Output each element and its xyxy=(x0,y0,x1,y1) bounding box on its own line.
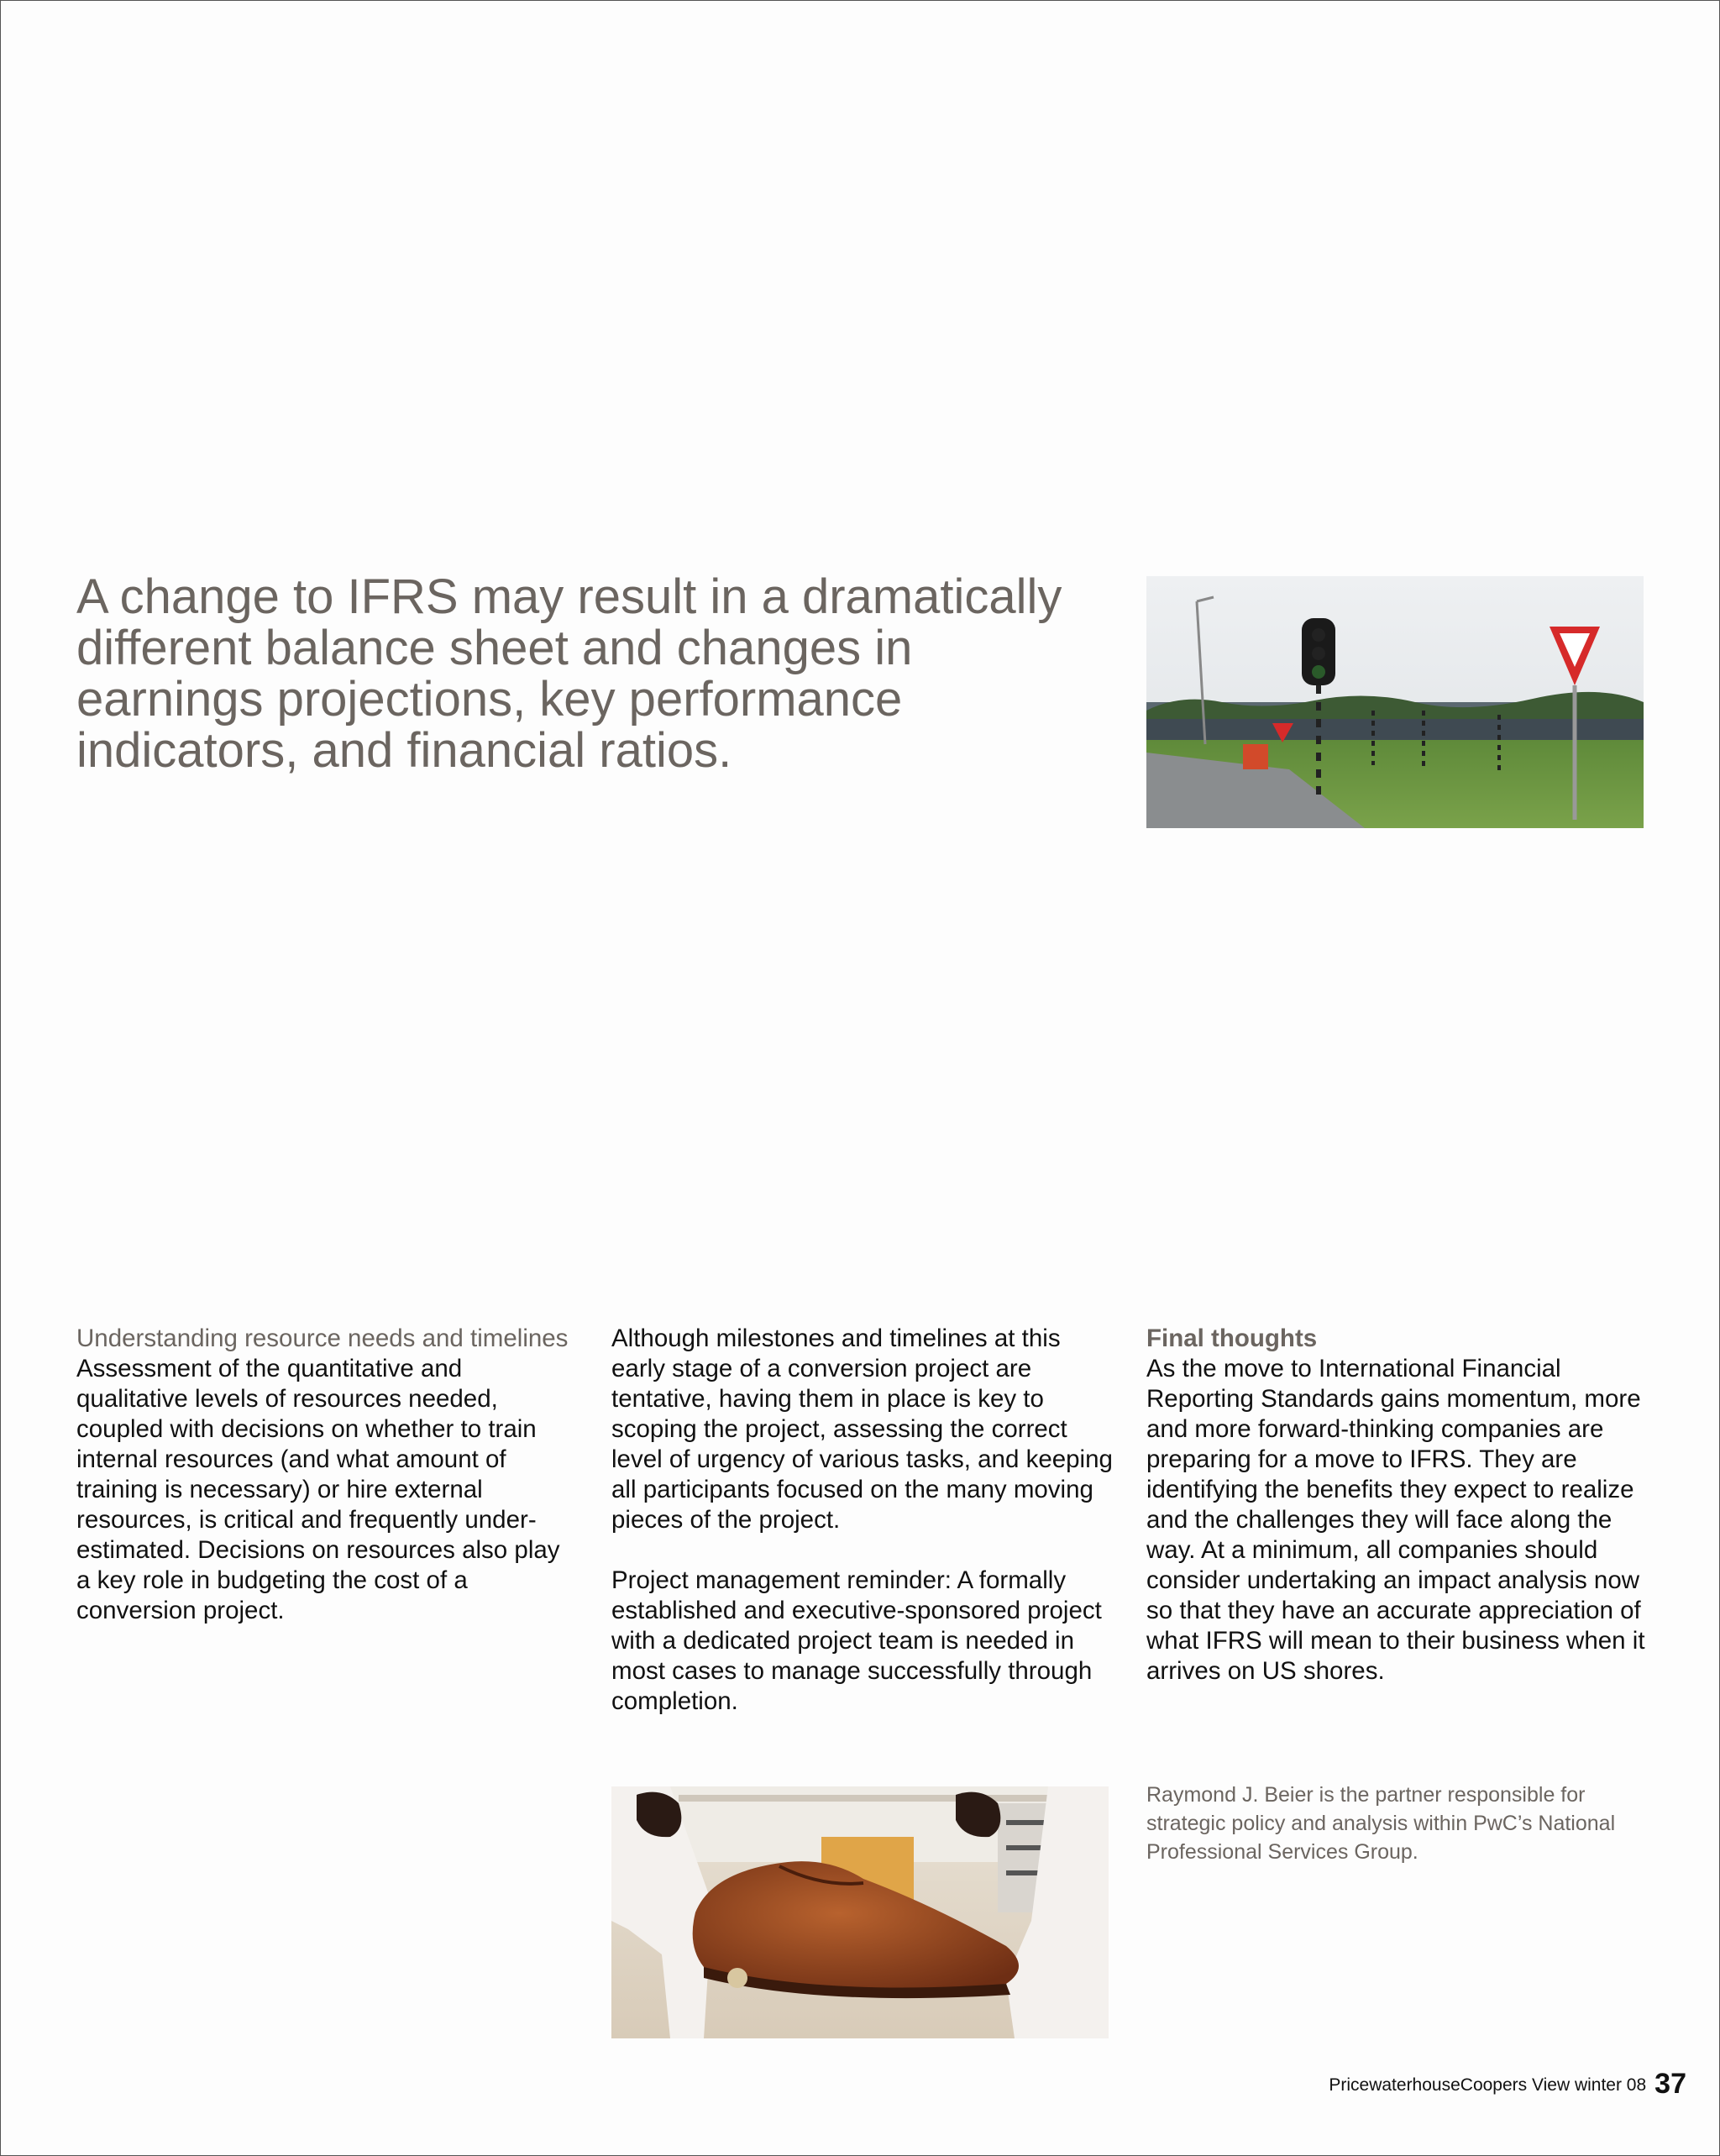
resource-needs-body: Assessment of the quantitative and qualitative levels of resources needed, coupled with decisions on whether to train internal resources (and what amount of training is necessary) or hire external resources, is critical and frequently under-estimated. Decisions on resources also play a key role in budgeting the cost of a conversion project. xyxy=(76,1355,560,1624)
author-bio: Raymond J. Beier is the partner responsible for strategic policy and analysis within PwC’s National Professional Services Group. xyxy=(1146,1783,1616,1864)
milestones-paragraph: Although milestones and timelines at this early stage of a conversion project are tentative, having them in place is key to scoping the project, assessing the correct level of urgency of various tasks, and keeping all participants focused on the many moving pieces of the project. xyxy=(611,1325,1113,1534)
final-thoughts-body: As the move to International Financial Reporting Standards gains momentum, more and more forward-thinking companies are preparing for a move to IFRS. They are identifying the benefits they expect to realize and the challenges they will face along the way. At a minimum, all companies should consider undertaking an impact analysis now so that they have an accurate appreciation of what IFRS will mean to their business when it arrives on US shores. xyxy=(1146,1355,1645,1685)
resource-needs-paragraph xyxy=(76,1324,580,1626)
column-final-thoughts xyxy=(1146,1324,1650,1687)
page-number: 37 xyxy=(1654,2068,1686,2100)
giant-shoe-photo xyxy=(611,1786,1109,2038)
page-footer xyxy=(1329,2068,1686,2101)
pull-quote: A change to IFRS may result in a dramatically different balance sheet and changes in earnings projections, key performance indicators, and financial ratios. xyxy=(76,569,1062,778)
resource-needs-lead-in: Understanding resource needs and timelines xyxy=(76,1325,569,1352)
project-management-reminder: Project management reminder: A formally established and executive-sponsored project with a dedicated project team is needed in most cases to manage successfully through completion. xyxy=(611,1566,1102,1715)
column-milestones xyxy=(611,1324,1115,1717)
final-thoughts-heading: Final thoughts xyxy=(1146,1325,1318,1352)
publication-name: PricewaterhouseCoopers View winter 08 xyxy=(1329,2075,1647,2095)
road-traffic-photo xyxy=(1146,576,1644,828)
column-resource-needs xyxy=(76,1324,580,1626)
